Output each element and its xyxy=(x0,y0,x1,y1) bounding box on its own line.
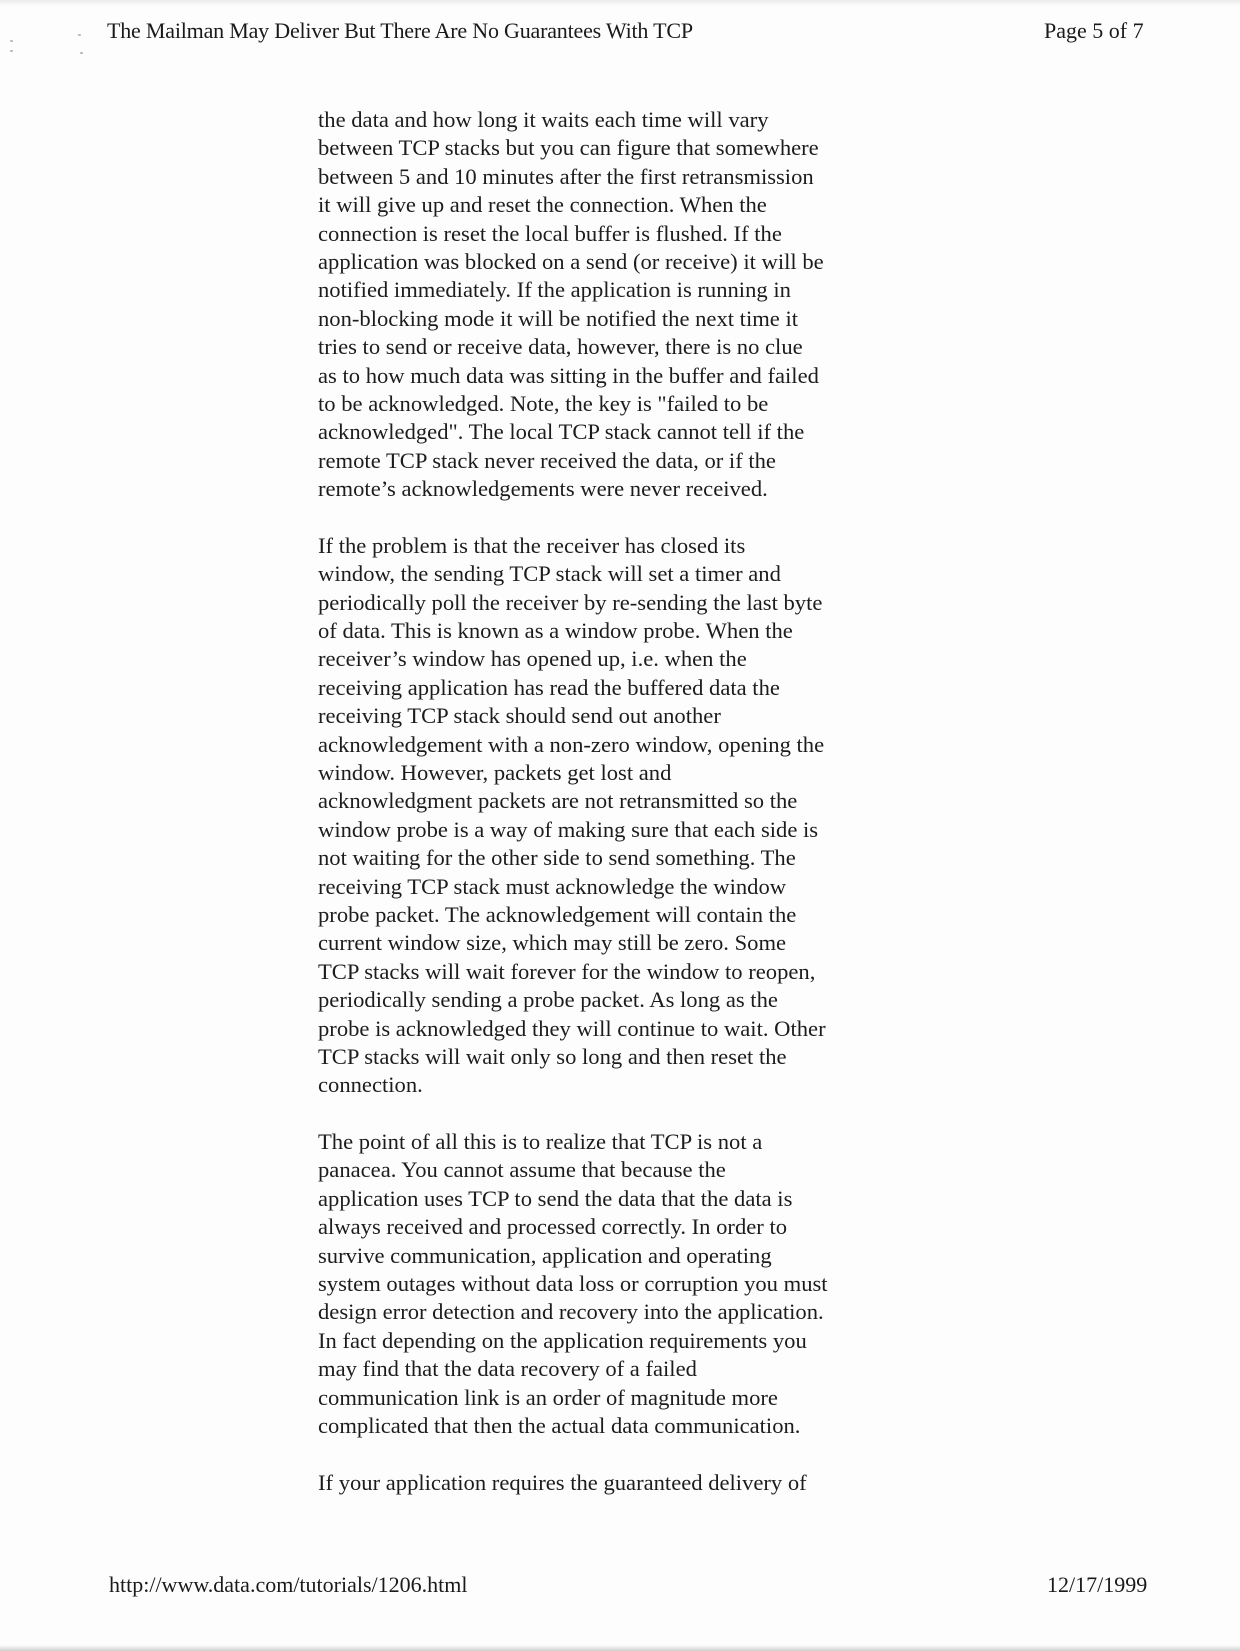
text-line: non-blocking mode it will be notified the next time it xyxy=(318,305,799,331)
text-line: of data. This is known as a window probe. When the xyxy=(318,618,793,644)
text-line: to be acknowledged. Note, the key is "failed to be xyxy=(318,390,769,416)
text-line: window probe is a way of making sure that each side is xyxy=(318,816,819,842)
text-line: TCP stacks will wait only so long and then reset the xyxy=(318,1043,787,1069)
paragraph xyxy=(318,1128,888,1440)
scan-speck xyxy=(10,50,13,52)
text-line: In fact depending on the application requirements you xyxy=(318,1327,807,1353)
paragraph xyxy=(318,106,888,503)
text-line: receiving TCP stack should send out another xyxy=(318,703,721,729)
text-line: tries to send or receive data, however, there is no clue xyxy=(318,334,803,360)
text-line: acknowledged". The local TCP stack cannot tell if the xyxy=(318,419,805,445)
text-line: If the problem is that the receiver has closed its xyxy=(318,532,746,558)
scan-speck xyxy=(80,52,83,54)
text-line: application uses TCP to send the data that the data is xyxy=(318,1185,793,1211)
text-line: as to how much data was sitting in the buffer and failed xyxy=(318,362,819,388)
text-line: probe packet. The acknowledgement will contain the xyxy=(318,901,797,927)
print-date: 12/17/1999 xyxy=(1047,1572,1148,1597)
text-line: the data and how long it waits each time will vary xyxy=(318,107,769,132)
paragraph xyxy=(318,532,888,1100)
text-line: window. However, packets get lost and xyxy=(318,759,672,785)
paragraph xyxy=(318,1469,888,1497)
page-indicator: Page 5 of 7 xyxy=(1044,18,1144,43)
article-body xyxy=(318,106,888,1526)
text-line: current window size, which may still be zero. Some xyxy=(318,930,787,956)
text-line: not waiting for the other side to send something. The xyxy=(318,845,796,871)
text-line: The point of all this is to realize that TCP is not a xyxy=(318,1129,763,1155)
text-line: between 5 and 10 minutes after the first retransmission xyxy=(318,163,814,189)
text-line: TCP stacks will wait forever for the window to reopen, xyxy=(318,958,816,984)
text-line: periodically sending a probe packet. As long as the xyxy=(318,987,778,1013)
text-line: window, the sending TCP stack will set a timer and xyxy=(318,561,781,587)
text-line: panacea. You cannot assume that because the xyxy=(318,1157,726,1183)
text-line: always received and processed correctly. In order to xyxy=(318,1214,788,1240)
text-line: communication link is an order of magnitude more xyxy=(318,1384,778,1410)
text-line: connection is reset the local buffer is flushed. If the xyxy=(318,220,782,246)
text-line: acknowledgement with a non-zero window, opening the xyxy=(318,731,825,757)
scan-speck xyxy=(78,34,81,36)
text-line: survive communication, application and operating xyxy=(318,1242,772,1268)
text-line: periodically poll the receiver by re-sending the last byte xyxy=(318,589,823,615)
scan-edge-bottom xyxy=(0,1645,1240,1651)
text-line: system outages without data loss or corruption you must xyxy=(318,1271,828,1297)
source-url: http://www.data.com/tutorials/1206.html xyxy=(109,1572,468,1597)
text-line: design error detection and recovery into the application. xyxy=(318,1299,824,1325)
text-line: acknowledgment packets are not retransmitted so the xyxy=(318,788,798,814)
text-line: remote TCP stack never received the data, or if the xyxy=(318,447,776,473)
text-line: receiving application has read the buffered data the xyxy=(318,674,780,700)
text-line: If your application requires the guaranteed delivery of xyxy=(318,1469,807,1495)
text-line: receiving TCP stack must acknowledge the window xyxy=(318,873,787,899)
text-line: may find that the data recovery of a failed xyxy=(318,1356,697,1382)
text-line: between TCP stacks but you can figure that somewhere xyxy=(318,135,819,161)
text-line: probe is acknowledged they will continue to wait. Other xyxy=(318,1015,826,1041)
text-line: receiver’s window has opened up, i.e. when the xyxy=(318,646,747,672)
text-line: it will give up and reset the connection. When the xyxy=(318,192,767,218)
text-line: notified immediately. If the application is running in xyxy=(318,277,791,303)
document-title: The Mailman May Deliver But There Are No Guarantees With TCP xyxy=(107,18,693,43)
text-line: remote’s acknowledgements were never received. xyxy=(318,476,768,502)
text-line: connection. xyxy=(318,1072,423,1098)
text-line: complicated that then the actual data communication. xyxy=(318,1412,801,1438)
text-line: application was blocked on a send (or receive) it will be xyxy=(318,248,824,274)
scan-speck xyxy=(10,40,13,42)
scan-edge-top xyxy=(0,0,1240,6)
